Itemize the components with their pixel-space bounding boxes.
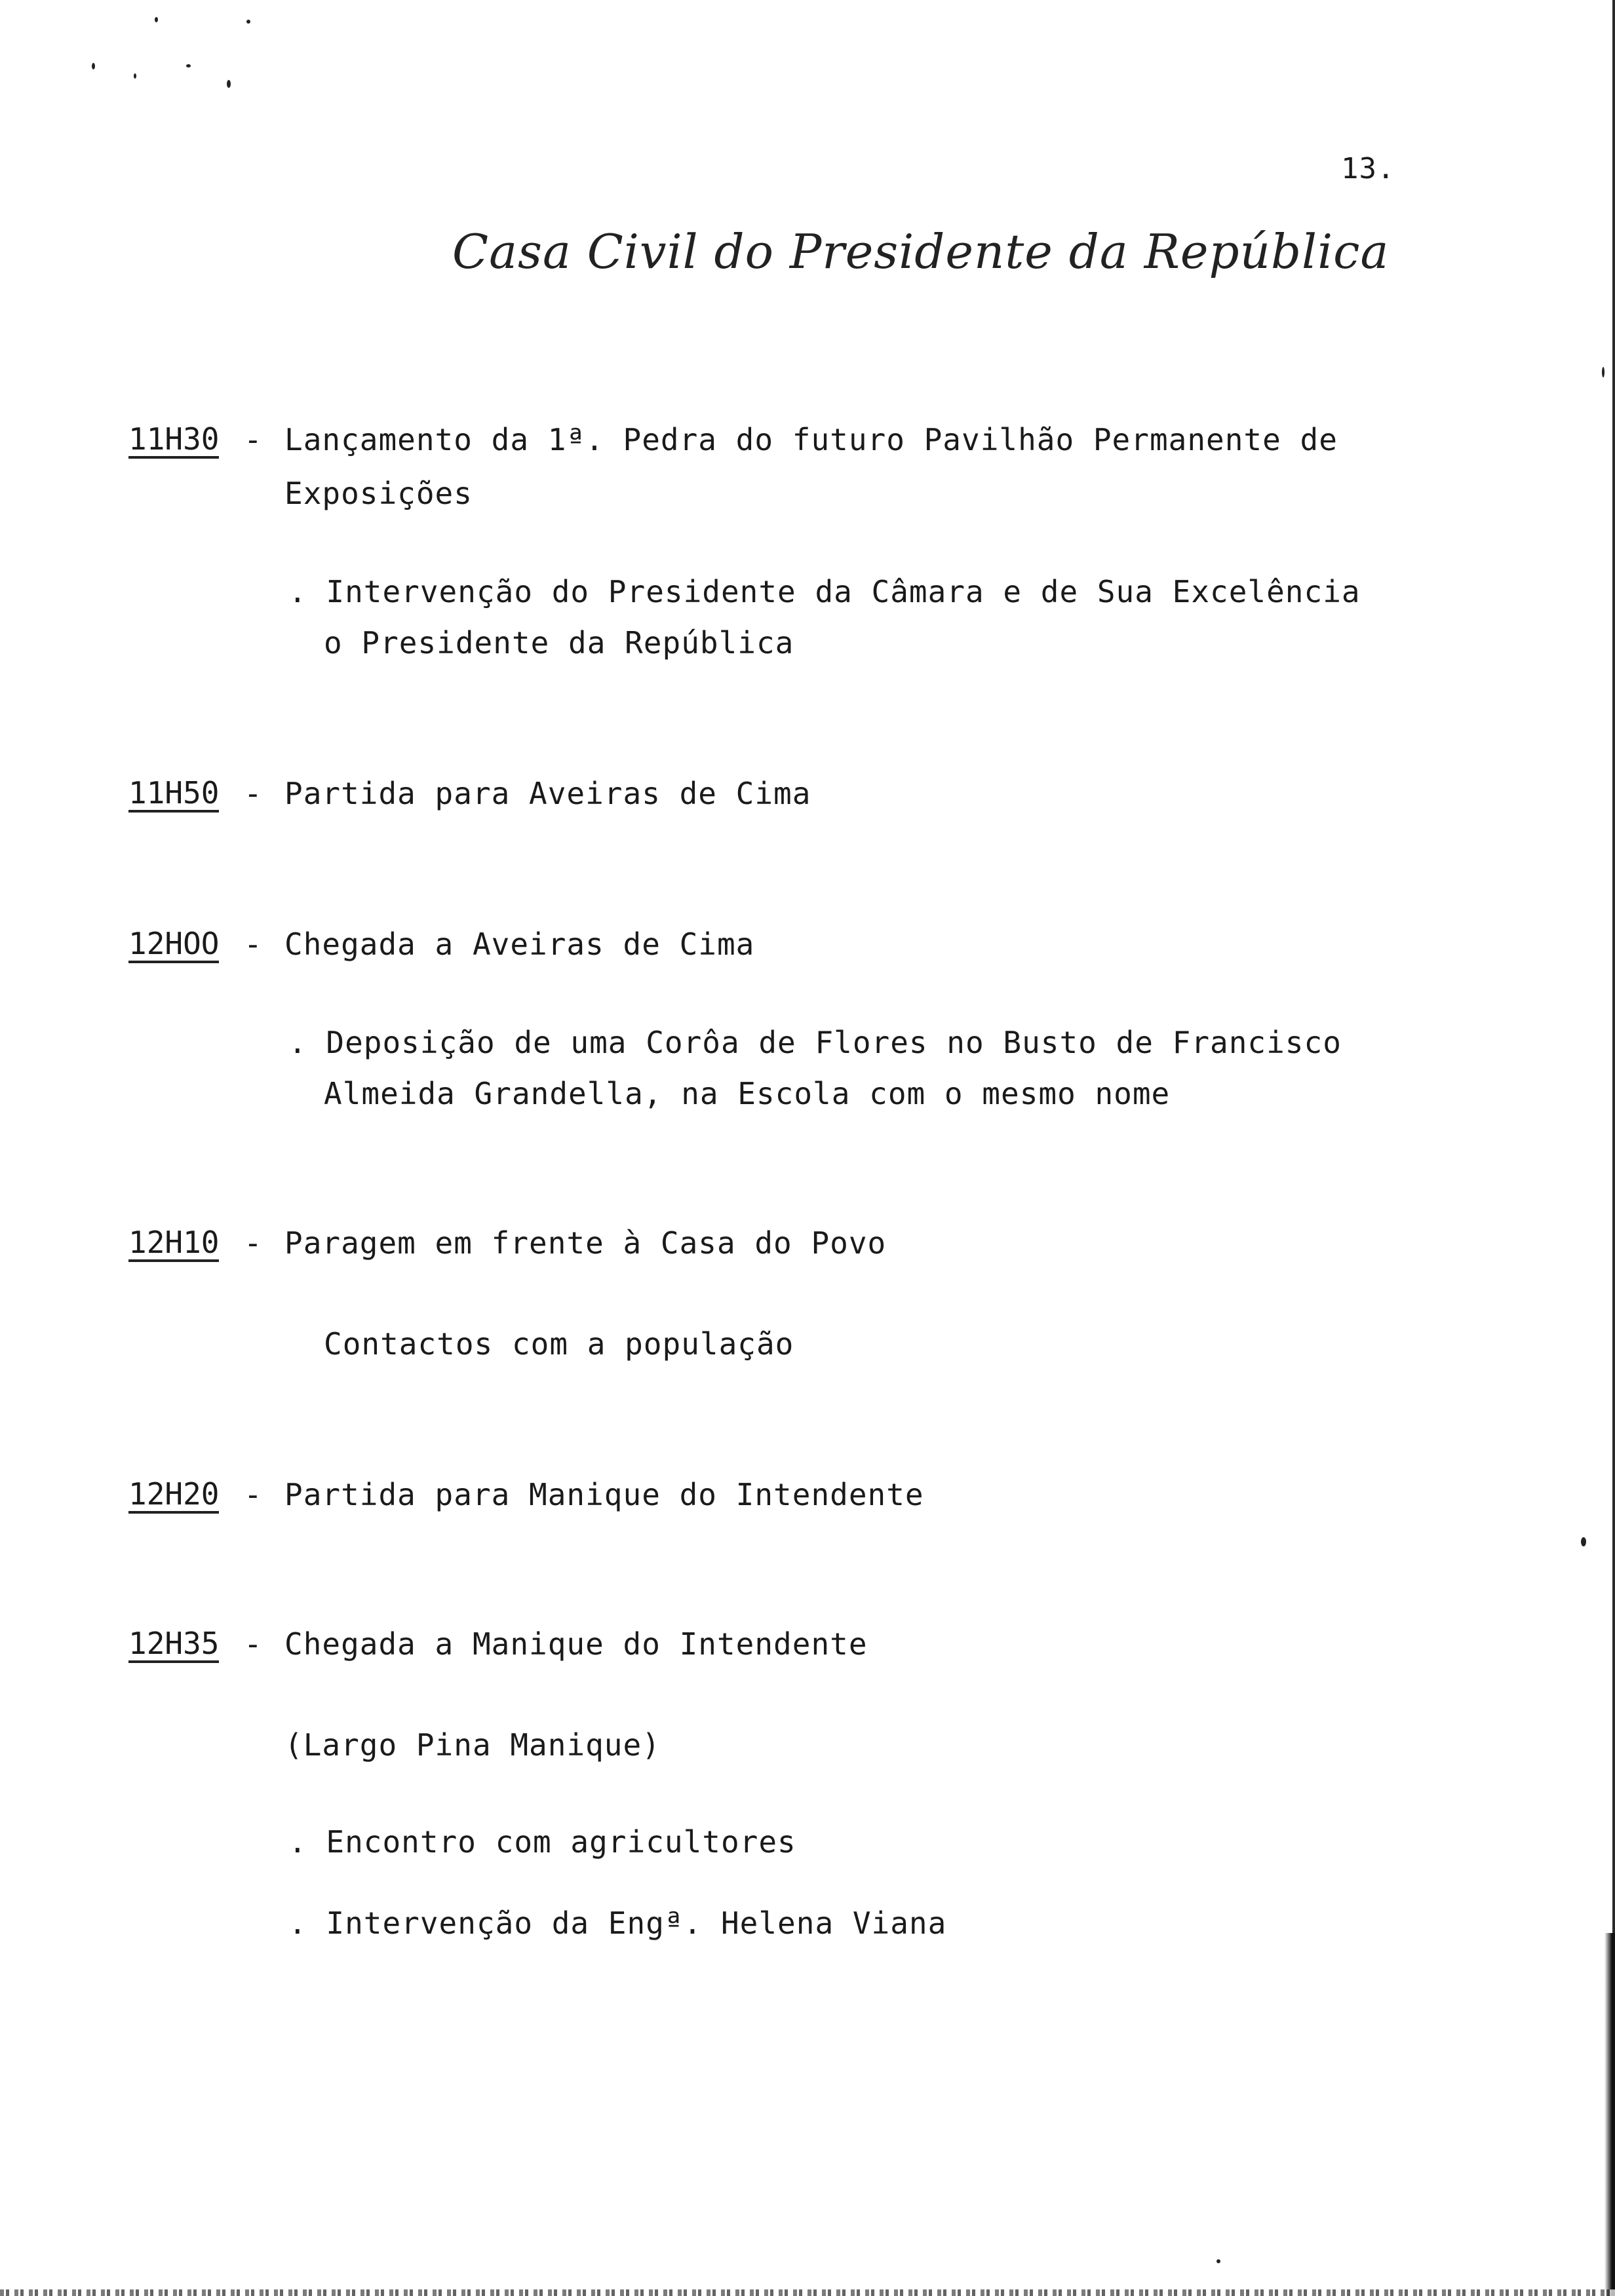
- entry-time: 12H10: [128, 1225, 219, 1262]
- page-number: 13.: [1341, 152, 1395, 185]
- scan-speck: [92, 63, 95, 69]
- entry-dash: -: [244, 776, 262, 811]
- entry-title: Lançamento da 1ª. Pedra do futuro Pavilhão Permanente de: [284, 422, 1338, 457]
- entry-dash: -: [244, 1477, 262, 1512]
- entry-time: 11H30: [128, 422, 219, 459]
- scan-speck: [1581, 1537, 1586, 1546]
- scan-speck: [1602, 367, 1605, 377]
- scan-speck: [1216, 2259, 1220, 2263]
- entry-time: 12HOO: [128, 927, 219, 963]
- entry-bullet: . Deposição de uma Corôa de Flores no Busto de Francisco: [288, 1025, 1342, 1060]
- entry-dash: -: [244, 927, 262, 962]
- entry-title: Chegada a Aveiras de Cima: [284, 927, 755, 962]
- scan-speck: [227, 80, 231, 88]
- entry-dash: -: [244, 422, 262, 457]
- scan-speck: [246, 20, 250, 24]
- scan-speck: [186, 64, 191, 67]
- scan-edge-shadow: [1605, 1933, 1615, 2296]
- entry-time: 12H35: [128, 1626, 219, 1663]
- entry-time: 11H50: [128, 776, 219, 813]
- entry-note: Contactos com a população: [324, 1326, 794, 1362]
- entry-bullet-continued: Almeida Grandella, na Escola com o mesmo nome: [324, 1076, 1171, 1111]
- entry-title-continued: Exposições: [284, 476, 473, 511]
- scan-speck: [155, 17, 158, 22]
- entry-bullet: . Encontro com agricultores: [288, 1824, 796, 1860]
- entry-bullet: . Intervenção da Engª. Helena Viana: [288, 1905, 947, 1941]
- entry-title: Paragem em frente à Casa do Povo: [284, 1225, 887, 1261]
- scan-bottom-edge: [0, 2289, 1615, 2296]
- entry-title: Partida para Manique do Intendente: [284, 1477, 924, 1512]
- entry-bullet: . Intervenção do Presidente da Câmara e de Sua Excelência: [288, 574, 1361, 609]
- entry-title: Chegada a Manique do Intendente: [284, 1626, 868, 1662]
- entry-dash: -: [244, 1225, 262, 1261]
- entry-note: (Largo Pina Manique): [284, 1727, 661, 1763]
- entry-dash: -: [244, 1626, 262, 1662]
- letterhead-title: Casa Civil do Presidente da República: [452, 224, 1390, 279]
- entry-title: Partida para Aveiras de Cima: [284, 776, 811, 811]
- scan-speck: [134, 73, 136, 79]
- entry-bullet-continued: o Presidente da República: [324, 625, 794, 660]
- entry-time: 12H20: [128, 1477, 219, 1514]
